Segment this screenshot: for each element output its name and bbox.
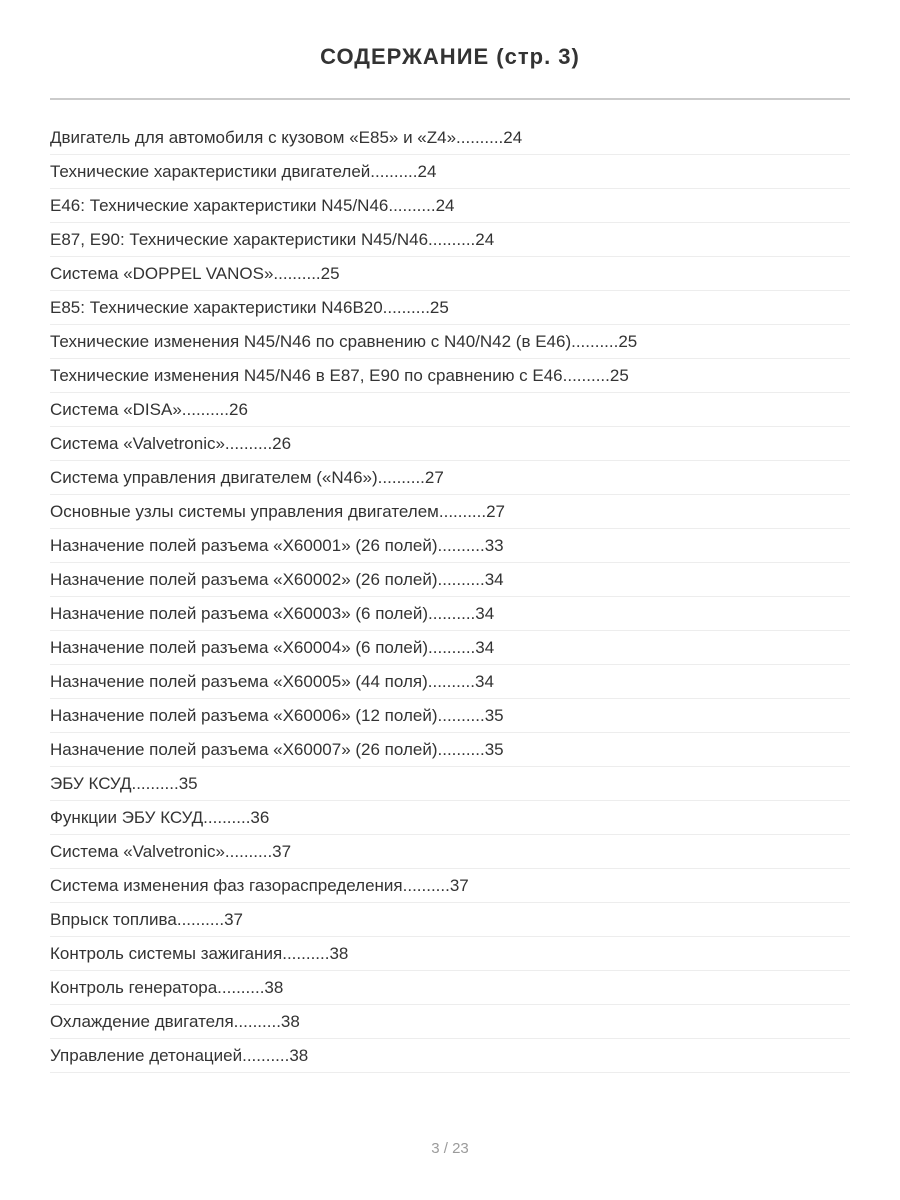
document-page	[50, 0, 850, 1159]
toc-item[interactable]	[50, 903, 850, 937]
toc-item-text: Система «Valvetronic»..........37	[50, 841, 292, 861]
toc-item[interactable]	[50, 563, 850, 597]
toc-item-text: Управление детонацией..........38	[50, 1045, 309, 1065]
toc-item[interactable]	[50, 393, 850, 427]
toc-item-text: Назначение полей разъема «X60001» (26 полей)..........33	[50, 535, 504, 555]
toc-item-text: Назначение полей разъема «X60003» (6 полей)..........34	[50, 603, 495, 623]
toc-item-text: Система «DISA»..........26	[50, 399, 248, 419]
toc-item-text: E46: Технические характеристики N45/N46..........24	[50, 195, 455, 215]
toc-item-text: Двигатель для автомобиля с кузовом «E85» и «Z4»..........24	[50, 127, 523, 147]
toc-item[interactable]	[50, 835, 850, 869]
toc-item[interactable]	[50, 597, 850, 631]
toc-item[interactable]	[50, 155, 850, 189]
toc-item[interactable]	[50, 325, 850, 359]
toc-list	[50, 121, 850, 1073]
toc-item-text: Контроль генератора..........38	[50, 977, 284, 997]
toc-item[interactable]	[50, 937, 850, 971]
toc-item[interactable]	[50, 801, 850, 835]
toc-item[interactable]	[50, 529, 850, 563]
toc-item[interactable]	[50, 257, 850, 291]
page-number-indicator: 3 / 23	[431, 1140, 469, 1157]
toc-item-text: Система «Valvetronic»..........26	[50, 433, 292, 453]
toc-item[interactable]	[50, 1039, 850, 1073]
toc-item[interactable]	[50, 223, 850, 257]
toc-item-text: Система изменения фаз газораспределения..........37	[50, 875, 469, 895]
toc-item-text: Технические изменения N45/N46 по сравнению с N40/N42 (в E46)..........25	[50, 331, 638, 351]
toc-item-text: E87, E90: Технические характеристики N45/N46..........24	[50, 229, 495, 249]
toc-item-text: Система «DOPPEL VANOS»..........25	[50, 263, 340, 283]
toc-item-text: Технические изменения N45/N46 в E87, E90 по сравнению с E46..........25	[50, 365, 629, 385]
toc-item[interactable]	[50, 1005, 850, 1039]
toc-item[interactable]	[50, 699, 850, 733]
toc-item-text: Основные узлы системы управления двигателем..........27	[50, 501, 506, 521]
toc-item-text: Назначение полей разъема «X60004» (6 полей)..........34	[50, 637, 495, 657]
toc-item[interactable]	[50, 427, 850, 461]
toc-item[interactable]	[50, 461, 850, 495]
toc-item[interactable]	[50, 495, 850, 529]
toc-item[interactable]	[50, 665, 850, 699]
toc-item-text: Назначение полей разъема «X60006» (12 полей)..........35	[50, 705, 504, 725]
page-title: СОДЕРЖАНИЕ (стр. 3)	[320, 44, 580, 69]
title-divider	[50, 98, 850, 100]
toc-item-text: Охлаждение двигателя..........38	[50, 1011, 300, 1031]
toc-item[interactable]	[50, 631, 850, 665]
toc-item-text: Назначение полей разъема «X60007» (26 полей)..........35	[50, 739, 504, 759]
toc-item-text: Контроль системы зажигания..........38	[50, 943, 349, 963]
toc-item[interactable]	[50, 121, 850, 155]
toc-item-text: Технические характеристики двигателей..........24	[50, 161, 437, 181]
toc-item[interactable]	[50, 189, 850, 223]
toc-item[interactable]	[50, 733, 850, 767]
toc-item[interactable]	[50, 359, 850, 393]
toc-item[interactable]	[50, 971, 850, 1005]
toc-item-text: ЭБУ КСУД..........35	[50, 773, 198, 793]
toc-item[interactable]	[50, 767, 850, 801]
toc-item-text: Назначение полей разъема «X60005» (44 поля)..........34	[50, 671, 494, 691]
toc-item-text: Впрыск топлива..........37	[50, 909, 243, 929]
toc-item[interactable]	[50, 291, 850, 325]
toc-item-text: E85: Технические характеристики N46B20..........25	[50, 297, 449, 317]
toc-item-text: Функции ЭБУ КСУД..........36	[50, 807, 270, 827]
toc-item-text: Назначение полей разъема «X60002» (26 полей)..........34	[50, 569, 504, 589]
toc-item-text: Система управления двигателем («N46»)..........27	[50, 467, 444, 487]
toc-item[interactable]	[50, 869, 850, 903]
